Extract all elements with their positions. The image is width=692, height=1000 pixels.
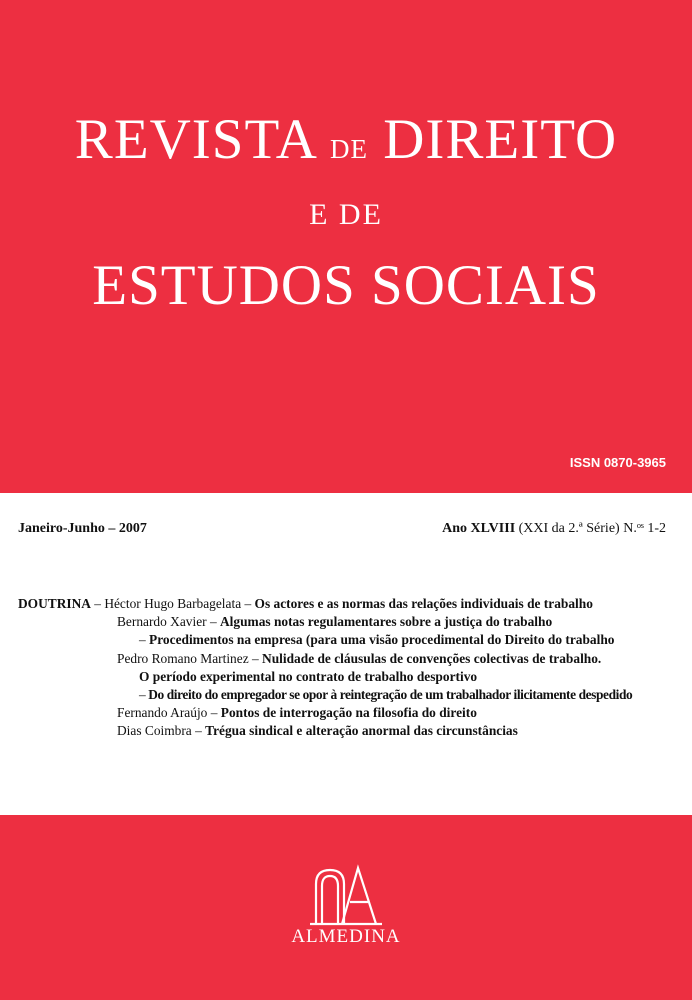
contents-entry	[18, 595, 678, 613]
publisher-name: ALMEDINA	[291, 926, 401, 947]
contents-entry	[18, 650, 678, 668]
entry-author: –	[139, 632, 150, 648]
entry-title: Nulidade de cláusulas de convenções colectivas de trabalho.	[262, 650, 602, 666]
entry-title: Os actores e as normas das relações individuais de trabalho	[254, 596, 593, 611]
entry-title: Procedimentos na empresa (para uma visão procedimental do Direito do trabalho	[149, 632, 615, 648]
issue-info	[442, 521, 666, 537]
contents-entry	[18, 613, 678, 631]
entry-author: Pedro Romano Martinez –	[117, 650, 263, 666]
contents-entry	[18, 631, 678, 649]
entry-title: Algumas notas regulamentares sobre a justiça do trabalho	[220, 614, 553, 630]
title-word-de: DE	[330, 134, 369, 164]
issue-numbers: 1-2	[647, 521, 666, 536]
issue-numbers-label: N.ᵒˢ	[623, 521, 644, 536]
entry-author: Bernardo Xavier –	[117, 614, 220, 630]
issue-series: (XXI da 2.ª Série)	[518, 521, 620, 536]
issn-label: ISSN 0870-3965	[569, 455, 666, 470]
section-heading: DOUTRINA	[18, 596, 91, 611]
journal-title-line-2: E DE	[309, 198, 383, 231]
contents-entry	[18, 668, 678, 686]
entry-author: – Héctor Hugo Barbagelata –	[90, 596, 255, 611]
entry-title: Pontos de interrogação na filosofia do direito	[220, 705, 477, 721]
entry-title: O período experimental no contrato de trabalho desportivo	[139, 668, 478, 684]
entry-author: Dias Coimbra –	[117, 723, 206, 739]
issue-date: Janeiro-Junho – 2007	[18, 521, 147, 536]
journal-title-line-1	[0, 107, 692, 172]
table-of-contents	[18, 595, 678, 741]
entry-title: Do direito do empregador se opor à reintegração de um trabalhador ilicitamente despedido	[148, 687, 633, 703]
contents-entry	[18, 704, 678, 722]
title-word-revista: REVISTA	[74, 108, 331, 171]
title-word-direito: DIREITO	[368, 108, 618, 171]
entry-author: Fernando Araújo –	[117, 705, 221, 721]
entry-author: –	[139, 687, 149, 703]
contents-entry	[18, 722, 678, 740]
issue-year: Ano XLVIII	[442, 521, 516, 536]
cover-top-panel	[0, 0, 692, 493]
contents-entry	[18, 686, 678, 704]
journal-title-line-3: ESTUDOS SOCIAIS	[92, 254, 600, 317]
entry-title: Trégua sindical e alteração anormal das circunstâncias	[205, 723, 518, 739]
